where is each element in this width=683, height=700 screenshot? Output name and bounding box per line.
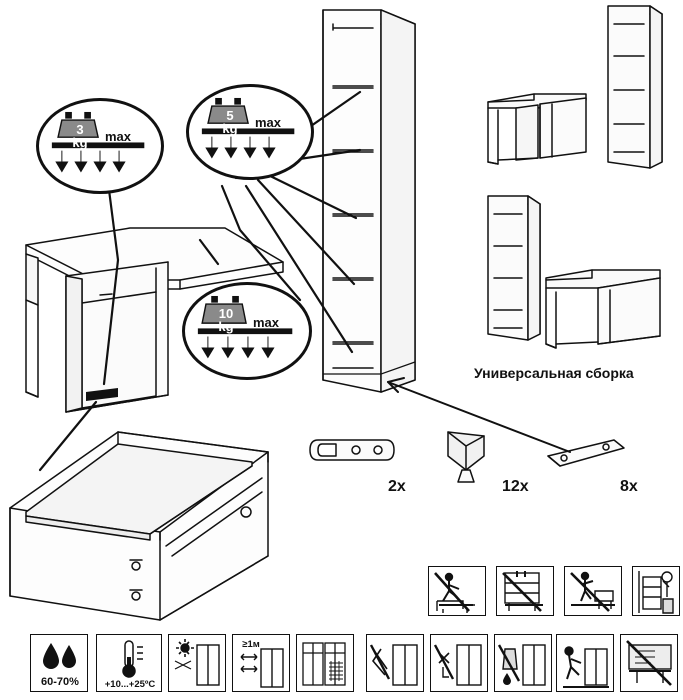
hardware-bracket-quantity: 12x (502, 478, 529, 495)
badge-3kg (36, 98, 164, 194)
picto-no-sharp (366, 634, 424, 692)
narrow-shelf-unit-icon (488, 196, 540, 340)
badge-5kg-max-label: max (255, 115, 282, 130)
badge-5kg (186, 84, 314, 180)
narrow-shelf-unit-icon (608, 6, 662, 168)
load-arrows-icon (189, 87, 311, 179)
no-direct-sunlight-icon (169, 635, 227, 693)
picto-distance-label: ≥1м (242, 639, 260, 650)
picto-temperature-label: +10...+25ºC (104, 679, 156, 690)
badge-10kg (182, 282, 312, 380)
humidity-drops-icon (31, 635, 89, 693)
fixing-plate-icon (310, 440, 394, 460)
picto-anchor-wall (632, 566, 680, 616)
picto-assembly-pair (296, 634, 354, 692)
load-arrows-icon (39, 101, 161, 193)
hardware-batten-quantity: 8x (620, 478, 638, 495)
min-distance-one-meter-icon (233, 635, 291, 693)
do-not-drag-furniture-icon (557, 635, 615, 693)
corner-bracket-icon (448, 432, 484, 482)
no-liquids-icon (495, 635, 553, 693)
picto-temperature (96, 634, 162, 692)
mounting-batten-icon (548, 440, 624, 466)
picto-no-sitting (428, 566, 486, 616)
picto-no-impact (430, 634, 488, 692)
desk-with-wall-shelf-icon (488, 94, 586, 164)
picto-humidity (30, 634, 88, 692)
picto-no-drag (556, 634, 614, 692)
anchor-to-wall-icon (633, 567, 681, 617)
desk-with-side-panel-icon (546, 270, 660, 348)
page-title: Универсальная сборка (474, 365, 634, 381)
picto-no-climbing (496, 566, 554, 616)
badge-10kg-max-label: max (253, 315, 280, 330)
picto-no-leaning (564, 566, 622, 616)
tall-open-bookcase-icon (323, 10, 415, 392)
picto-distance (232, 634, 290, 692)
badge-5kg-weight: 5 kg (222, 108, 238, 136)
no-leaning-on-open-drawer-icon (565, 567, 623, 617)
badge-3kg-weight: 3 kg (72, 122, 88, 150)
thermometer-icon (97, 635, 163, 693)
picto-no-liquid (494, 634, 552, 692)
picto-no-sunlight (168, 634, 226, 692)
hardware-plate-quantity: 2x (388, 478, 406, 495)
badge-10kg-weight: 10 kg (218, 306, 234, 334)
no-tv-on-edge-icon (621, 635, 679, 693)
no-impact-icon (431, 635, 489, 693)
two-person-assembly-icon (297, 635, 355, 693)
picto-no-tv-edge (620, 634, 678, 692)
no-sitting-on-furniture-icon (429, 567, 487, 617)
no-climbing-shelves-icon (497, 567, 555, 617)
badge-3kg-max-label: max (105, 129, 132, 144)
picto-humidity-label: 60-70% (41, 676, 79, 688)
no-sharp-objects-icon (367, 635, 425, 693)
